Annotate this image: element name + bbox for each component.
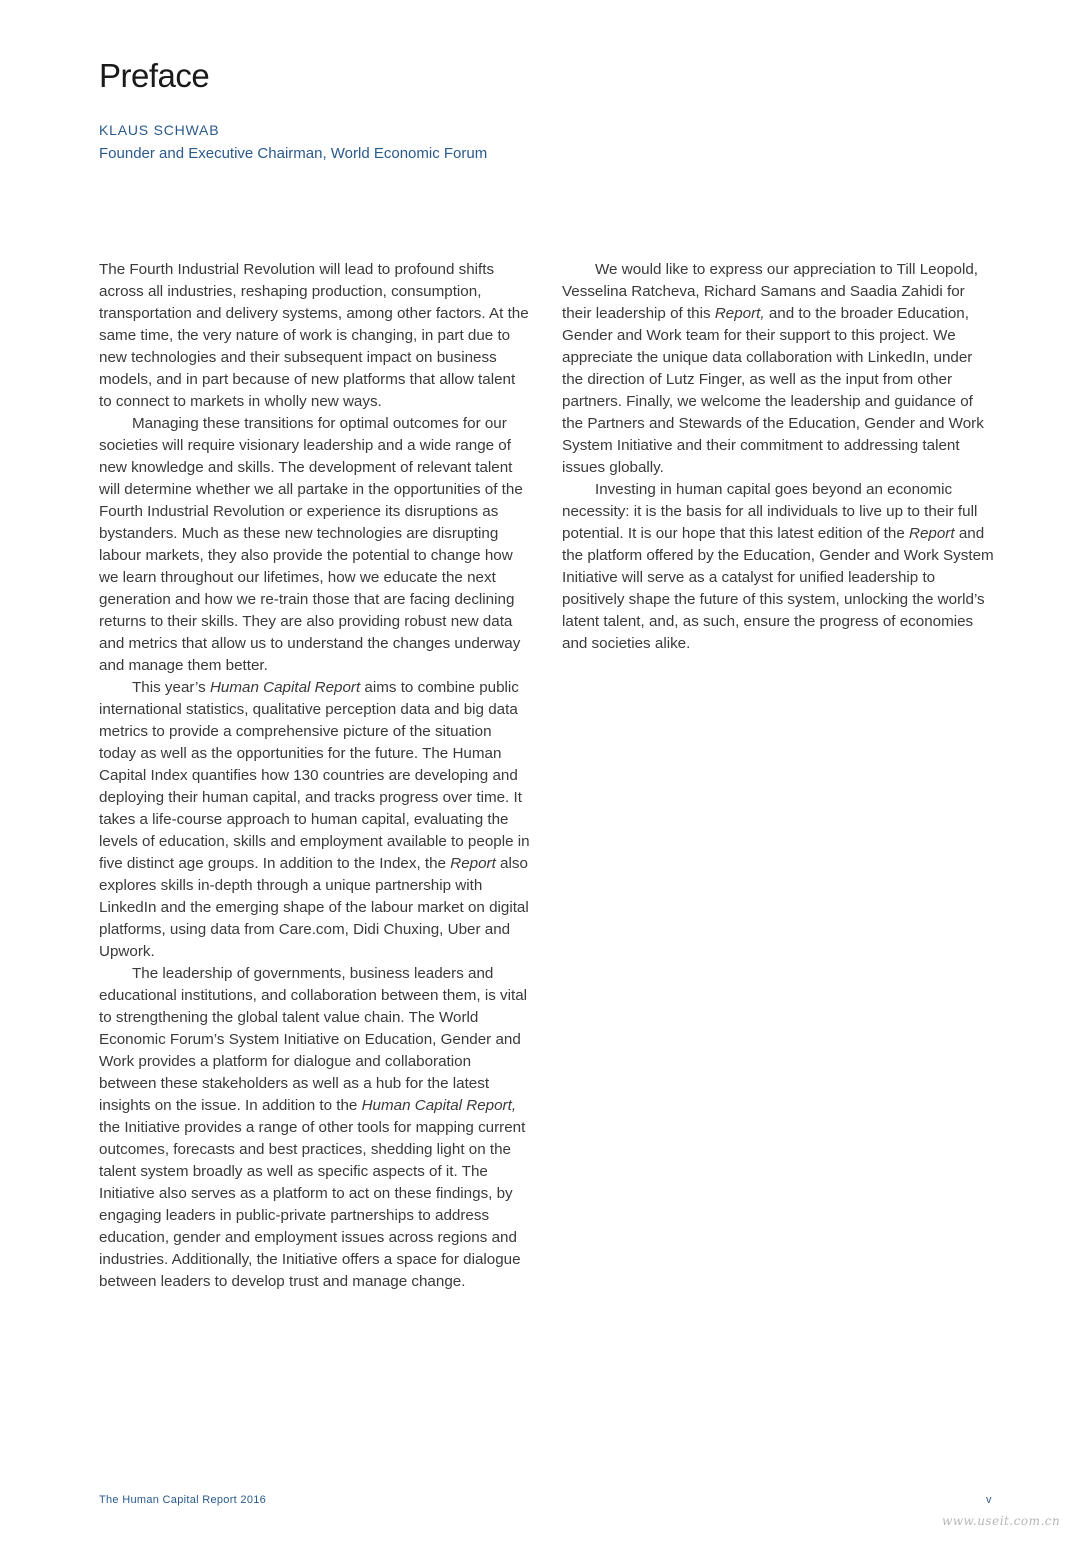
text-run: and to the broader Education, Gender and Work team for their support to this project. We appreciate the unique data collaboration with LinkedIn, under the direction of Lutz Finger, as well as the input from other partners. Finally, we welcome the leadership and guidance of the Partners and Stewards of the Education, Gender and Work System Initiative and their commitment to addressing talent issues globally.: [562, 305, 984, 476]
text-run: aims to combine public international statistics, qualitative perception data and big data metrics to provide a comprehensive picture of the situation today as well as the opportunities for the future. The Human Capital Index quantifies how 130 countries are developing and deploying their human capital, and tracks progress over time. It takes a life-course approach to human capital, evaluating the levels of education, skills and employment available to people in five distinct age groups. In addition to the Index, the: [99, 679, 530, 872]
text-run: and the platform offered by the Education, Gender and Work System Initiative will serve as a catalyst for unified leadership to positively shape the future of this system, unlocking the world’s latent talent, and, as such, ensure the progress of economies and societies alike.: [562, 525, 994, 652]
paragraph: Managing these transitions for optimal outcomes for our societies will require visionary leadership and a wide range of new knowledge and skills. The development of relevant talent will determine whether we all partake in the opportunities of the Fourth Industrial Revolution or experience its disruptions as bystanders. Much as these new technologies are disrupting labour markets, they also provide the potential to change how we learn throughout our lifetimes, how we educate the next generation and how we re-train those that are facing declining returns to their skills. They are also providing robust new data and metrics that allow us to understand the changes underway and manage them better.: [99, 415, 523, 674]
italic-title: Human Capital Report,: [361, 1097, 517, 1114]
italic-title: Human Capital Report: [209, 679, 361, 696]
italic-title: Report: [909, 525, 955, 542]
italic-title: Report: [450, 855, 496, 872]
watermark: www.useit.com.cn: [942, 1514, 1061, 1528]
text-run: also explores skills in-depth through a unique partnership with LinkedIn and the emerging shape of the labour market on digital platforms, using data from Care.com, Didi Chuxing, Uber and Upwork.: [99, 855, 529, 960]
page-title: Preface: [99, 57, 210, 94]
text-run: the Initiative provides a range of other tools for mapping current outcomes, forecasts and best practices, shedding light on the talent system broadly as well as specific aspects of it. The Initiative also serves as a platform to act on these findings, by engaging leaders in public-private partnerships to address education, gender and employment issues across regions and industries. Additionally, the Initiative offers a space for dialogue between leaders to develop trust and manage change.: [99, 1119, 526, 1290]
author-name: KLAUS SCHWAB: [99, 122, 220, 138]
page-number: v: [986, 1494, 992, 1506]
left-column: [99, 259, 531, 1293]
right-column: [562, 259, 994, 655]
italic-title: Report,: [714, 305, 765, 322]
text-run: The leadership of governments, business leaders and educational institutions, and collaboration between them, is vital to strengthening the global talent value chain. The World Economic Forum’s System Initiative on Education, Gender and Work provides a platform for dialogue and collaboration between these stakeholders as well as a hub for the latest insights on the issue. In addition to the: [99, 965, 528, 1114]
paragraph: [99, 963, 531, 1293]
paragraph: [562, 479, 994, 655]
text-run: We would like to express our appreciation to Till Leopold, Vesselina Ratcheva, Richard Samans and Saadia Zahidi for their leadership of this: [562, 261, 978, 322]
footer-report-title: The Human Capital Report 2016: [99, 1494, 267, 1506]
paragraph: The Fourth Industrial Revolution will lead to profound shifts across all industries, reshaping production, consumption, transportation and delivery systems, among other factors. At the same time, the very nature of work is changing, in part due to new technologies and their subsequent impact on business models, and in part because of new platforms that allow talent to connect to markets in wholly new ways.: [99, 261, 529, 410]
text-run: Investing in human capital goes beyond an economic necessity: it is the basis for all individuals to live up to their full potential. It is our hope that this latest edition of the: [562, 481, 978, 542]
paragraph: [99, 677, 531, 963]
author-role: Founder and Executive Chairman, World Economic Forum: [99, 145, 488, 162]
text-run: This year’s: [132, 679, 210, 696]
paragraph: [562, 259, 994, 479]
